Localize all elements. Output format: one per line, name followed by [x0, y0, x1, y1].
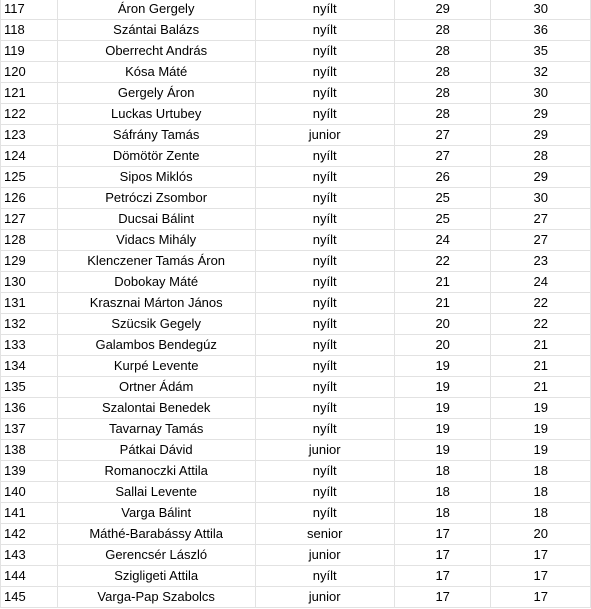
table-row: [1, 293, 591, 314]
category-cell[interactable]: nyílt: [255, 419, 394, 440]
score2-cell[interactable]: 19: [491, 419, 591, 440]
name-cell[interactable]: Szántai Balázs: [57, 20, 255, 41]
score1-cell[interactable]: 28: [394, 62, 491, 83]
name-cell[interactable]: Kósa Máté: [57, 62, 255, 83]
category-cell[interactable]: nyílt: [255, 104, 394, 125]
rank-cell[interactable]: 120: [1, 62, 58, 83]
name-cell[interactable]: Oberrecht András: [57, 41, 255, 62]
rank-cell[interactable]: 119: [1, 41, 58, 62]
score2-cell[interactable]: 30: [491, 0, 591, 20]
rank-cell[interactable]: 123: [1, 125, 58, 146]
category-cell[interactable]: senior: [255, 524, 394, 545]
score1-cell[interactable]: 29: [394, 0, 491, 20]
name-cell[interactable]: Vidacs Mihály: [57, 230, 255, 251]
score2-cell[interactable]: 21: [491, 335, 591, 356]
category-cell[interactable]: nyílt: [255, 293, 394, 314]
table-row: [1, 41, 591, 62]
name-cell[interactable]: Sipos Miklós: [57, 167, 255, 188]
score2-cell[interactable]: 17: [491, 587, 591, 608]
table-row: [1, 440, 591, 461]
name-cell[interactable]: Tavarnay Tamás: [57, 419, 255, 440]
rank-cell[interactable]: 133: [1, 335, 58, 356]
name-cell[interactable]: Varga-Pap Szabolcs: [57, 587, 255, 608]
name-cell[interactable]: Szigligeti Attila: [57, 566, 255, 587]
score1-cell[interactable]: 28: [394, 83, 491, 104]
score2-cell[interactable]: 22: [491, 314, 591, 335]
score1-cell[interactable]: 18: [394, 503, 491, 524]
score1-cell[interactable]: 20: [394, 314, 491, 335]
name-cell[interactable]: Varga Bálint: [57, 503, 255, 524]
category-cell[interactable]: junior: [255, 587, 394, 608]
score1-cell[interactable]: 24: [394, 230, 491, 251]
table-row: [1, 503, 591, 524]
table-row: [1, 545, 591, 566]
category-cell[interactable]: nyílt: [255, 209, 394, 230]
name-cell[interactable]: Gergely Áron: [57, 83, 255, 104]
category-cell[interactable]: nyílt: [255, 335, 394, 356]
category-cell[interactable]: nyílt: [255, 230, 394, 251]
table-row: [1, 20, 591, 41]
rank-cell[interactable]: 134: [1, 356, 58, 377]
category-cell[interactable]: junior: [255, 125, 394, 146]
score1-cell[interactable]: 25: [394, 188, 491, 209]
category-cell[interactable]: nyílt: [255, 146, 394, 167]
score1-cell[interactable]: 19: [394, 440, 491, 461]
score1-cell[interactable]: 19: [394, 377, 491, 398]
score2-cell[interactable]: 19: [491, 440, 591, 461]
table-row: [1, 419, 591, 440]
category-cell[interactable]: nyílt: [255, 356, 394, 377]
rank-cell[interactable]: 137: [1, 419, 58, 440]
score2-cell[interactable]: 20: [491, 524, 591, 545]
category-cell[interactable]: nyílt: [255, 272, 394, 293]
rank-cell[interactable]: 145: [1, 587, 58, 608]
category-cell[interactable]: nyílt: [255, 167, 394, 188]
table-row: [1, 335, 591, 356]
table-row: [1, 377, 591, 398]
score1-cell[interactable]: 21: [394, 272, 491, 293]
score1-cell[interactable]: 20: [394, 335, 491, 356]
category-cell[interactable]: nyílt: [255, 314, 394, 335]
score1-cell[interactable]: 25: [394, 209, 491, 230]
score2-cell[interactable]: 18: [491, 503, 591, 524]
score2-cell[interactable]: 23: [491, 251, 591, 272]
score1-cell[interactable]: 26: [394, 167, 491, 188]
name-cell[interactable]: Sáfrány Tamás: [57, 125, 255, 146]
table-row: [1, 188, 591, 209]
rank-cell[interactable]: 142: [1, 524, 58, 545]
score1-cell[interactable]: 28: [394, 20, 491, 41]
rank-cell[interactable]: 121: [1, 83, 58, 104]
score2-cell[interactable]: 29: [491, 125, 591, 146]
score2-cell[interactable]: 21: [491, 377, 591, 398]
score1-cell[interactable]: 22: [394, 251, 491, 272]
name-cell[interactable]: Kurpé Levente: [57, 356, 255, 377]
category-cell[interactable]: nyílt: [255, 83, 394, 104]
rank-cell[interactable]: 135: [1, 377, 58, 398]
name-cell[interactable]: Szalontai Benedek: [57, 398, 255, 419]
name-cell[interactable]: Szücsik Gegely: [57, 314, 255, 335]
score2-cell[interactable]: 19: [491, 398, 591, 419]
table-row: [1, 587, 591, 608]
rank-cell[interactable]: 130: [1, 272, 58, 293]
category-cell[interactable]: nyílt: [255, 461, 394, 482]
score2-cell[interactable]: 30: [491, 188, 591, 209]
table-row: [1, 398, 591, 419]
score1-cell[interactable]: 19: [394, 356, 491, 377]
rank-cell[interactable]: 144: [1, 566, 58, 587]
table-row: [1, 524, 591, 545]
score2-cell[interactable]: 30: [491, 83, 591, 104]
score2-cell[interactable]: 32: [491, 62, 591, 83]
name-cell[interactable]: Dömötör Zente: [57, 146, 255, 167]
rank-cell[interactable]: 141: [1, 503, 58, 524]
table-row: [1, 167, 591, 188]
score2-cell[interactable]: 24: [491, 272, 591, 293]
score2-cell[interactable]: 17: [491, 545, 591, 566]
score2-cell[interactable]: 28: [491, 146, 591, 167]
score1-cell[interactable]: 17: [394, 587, 491, 608]
category-cell[interactable]: nyílt: [255, 566, 394, 587]
score1-cell[interactable]: 27: [394, 125, 491, 146]
rank-cell[interactable]: 124: [1, 146, 58, 167]
score1-cell[interactable]: 17: [394, 545, 491, 566]
rank-cell[interactable]: 127: [1, 209, 58, 230]
category-cell[interactable]: nyílt: [255, 251, 394, 272]
rank-cell[interactable]: 132: [1, 314, 58, 335]
rank-cell[interactable]: 139: [1, 461, 58, 482]
name-cell[interactable]: Ortner Ádám: [57, 377, 255, 398]
table-row: [1, 0, 591, 20]
rank-cell[interactable]: 138: [1, 440, 58, 461]
name-cell[interactable]: Ducsai Bálint: [57, 209, 255, 230]
name-cell[interactable]: Máthé-Barabássy Attila: [57, 524, 255, 545]
name-cell[interactable]: Krasznai Márton János: [57, 293, 255, 314]
table-row: [1, 125, 591, 146]
score1-cell[interactable]: 19: [394, 419, 491, 440]
table-row: [1, 566, 591, 587]
category-cell[interactable]: nyílt: [255, 20, 394, 41]
score1-cell[interactable]: 17: [394, 566, 491, 587]
table-row: [1, 146, 591, 167]
rank-cell[interactable]: 129: [1, 251, 58, 272]
score2-cell[interactable]: 21: [491, 356, 591, 377]
table-row: [1, 482, 591, 503]
category-cell[interactable]: nyílt: [255, 41, 394, 62]
score1-cell[interactable]: 28: [394, 41, 491, 62]
score2-cell[interactable]: 36: [491, 20, 591, 41]
table-row: [1, 461, 591, 482]
rank-cell[interactable]: 128: [1, 230, 58, 251]
category-cell[interactable]: junior: [255, 440, 394, 461]
score2-cell[interactable]: 17: [491, 566, 591, 587]
table-row: [1, 314, 591, 335]
rank-cell[interactable]: 117: [1, 0, 58, 20]
category-cell[interactable]: nyílt: [255, 503, 394, 524]
score1-cell[interactable]: 28: [394, 104, 491, 125]
name-cell[interactable]: Dobokay Máté: [57, 272, 255, 293]
results-table-body: [1, 0, 591, 608]
rank-cell[interactable]: 143: [1, 545, 58, 566]
name-cell[interactable]: Petróczi Zsombor: [57, 188, 255, 209]
category-cell[interactable]: nyílt: [255, 377, 394, 398]
score1-cell[interactable]: 19: [394, 398, 491, 419]
score1-cell[interactable]: 21: [394, 293, 491, 314]
name-cell[interactable]: Klenczener Tamás Áron: [57, 251, 255, 272]
name-cell[interactable]: Áron Gergely: [57, 0, 255, 20]
name-cell[interactable]: Gerencsér László: [57, 545, 255, 566]
name-cell[interactable]: Pátkai Dávid: [57, 440, 255, 461]
rank-cell[interactable]: 122: [1, 104, 58, 125]
table-row: [1, 83, 591, 104]
score2-cell[interactable]: 18: [491, 482, 591, 503]
rank-cell[interactable]: 125: [1, 167, 58, 188]
table-row: [1, 356, 591, 377]
category-cell[interactable]: nyílt: [255, 0, 394, 20]
rank-cell[interactable]: 118: [1, 20, 58, 41]
name-cell[interactable]: Sallai Levente: [57, 482, 255, 503]
table-row: [1, 104, 591, 125]
score2-cell[interactable]: 29: [491, 104, 591, 125]
score2-cell[interactable]: 18: [491, 461, 591, 482]
name-cell[interactable]: Galambos Bendegúz: [57, 335, 255, 356]
category-cell[interactable]: nyílt: [255, 188, 394, 209]
score1-cell[interactable]: 17: [394, 524, 491, 545]
table-row: [1, 230, 591, 251]
score2-cell[interactable]: 27: [491, 230, 591, 251]
score1-cell[interactable]: 18: [394, 461, 491, 482]
score2-cell[interactable]: 27: [491, 209, 591, 230]
score1-cell[interactable]: 27: [394, 146, 491, 167]
category-cell[interactable]: nyílt: [255, 482, 394, 503]
table-row: [1, 251, 591, 272]
category-cell[interactable]: nyílt: [255, 62, 394, 83]
table-row: [1, 209, 591, 230]
rank-cell[interactable]: 126: [1, 188, 58, 209]
rank-cell[interactable]: 140: [1, 482, 58, 503]
category-cell[interactable]: junior: [255, 545, 394, 566]
table-row: [1, 272, 591, 293]
name-cell[interactable]: Luckas Urtubey: [57, 104, 255, 125]
rank-cell[interactable]: 136: [1, 398, 58, 419]
table-row: [1, 62, 591, 83]
score2-cell[interactable]: 22: [491, 293, 591, 314]
score2-cell[interactable]: 29: [491, 167, 591, 188]
score1-cell[interactable]: 18: [394, 482, 491, 503]
rank-cell[interactable]: 131: [1, 293, 58, 314]
score2-cell[interactable]: 35: [491, 41, 591, 62]
name-cell[interactable]: Romanoczki Attila: [57, 461, 255, 482]
category-cell[interactable]: nyílt: [255, 398, 394, 419]
